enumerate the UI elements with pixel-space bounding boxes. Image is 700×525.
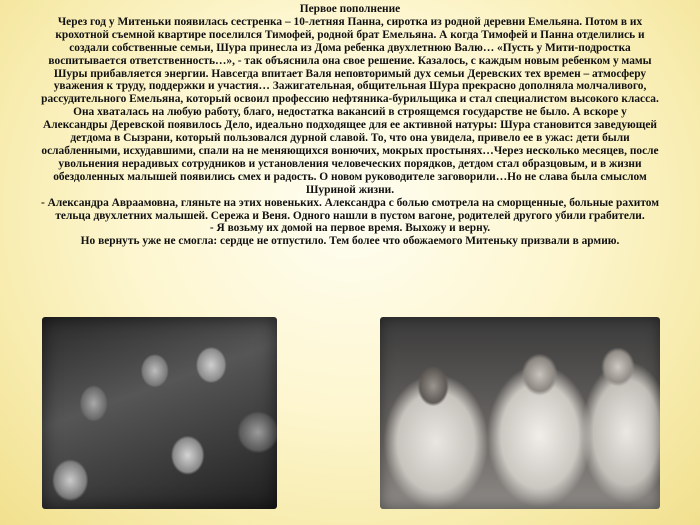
article-paragraph-1: Через год у Митеньки появилась сестренка – 10-летняя Панна, сиротка из родной деревни Емельяна. Потом в их крохотной съемной квартире поселился Тимофей, родной брат Емельяна. А когда Тимофей и Панна отделились и создали собственные семьи, Шура принесла из Дома ребенка двухлетнюю Валю… «Пусть у Мити-подростка воспитывается ответственность…», - так объяснила она свое решение. Казалось, с каждым новым ребенком у мамы Шуры прибавляется энергии. Навсегда впитает Валя неповторимый дух семьи Деревских тех времен – атмосферу уважения к труду, поддержки и участия… Зажигательная, общительная Шура прекрасно дополняла молчаливого, рассудительного Емельяна, который освоил профессию нефтяника-бурильщика и стал специалистом высокого класса. Она хваталась на любую работу, благо, недостатка вакансий в строящемся государстве не было. А вскоре у Александры Деревской появилось Дело, идеально подходящее для ее активной натуры: Шура становится заведующей детдома в Сызрани, который пользовался дурной славой. То, что она увидела, привело ее в ужас: дети были ослабленными, исхудавшими, спали на не меняющихся вонючих, мокрых простынях…Через несколько месяцев, после увольнения нерадивых сотрудников и установления человеческих порядков, детдом стал образцовым, и в жизни обездоленных малышей появились смех и радость. О новом руководителе заговорили…Но не слава была смыслом Шуриной жизни. <box>41 15 659 196</box>
article-title: Первое пополнение <box>299 3 401 15</box>
article-paragraph-4: Но вернуть уже не смогла: сердце не отпустило. Тем более что обожаемого Митеньку призвали в армию. <box>80 235 620 248</box>
article-text <box>40 3 660 248</box>
babies-photo <box>380 317 660 509</box>
children-photo <box>42 317 277 509</box>
article-paragraph-3: - Я возьму их домой на первое время. Выхожу и верну. <box>209 222 491 235</box>
article-paragraph-2: - Александра Авраамовна, гляньте на этих новеньких. Александра с болью смотрела на сморщенные, больные рахитом тельца двухлетних малышей. Сережа и Веня. Одного нашли в пустом вагоне, родителей другого убили грабители. <box>40 196 660 222</box>
